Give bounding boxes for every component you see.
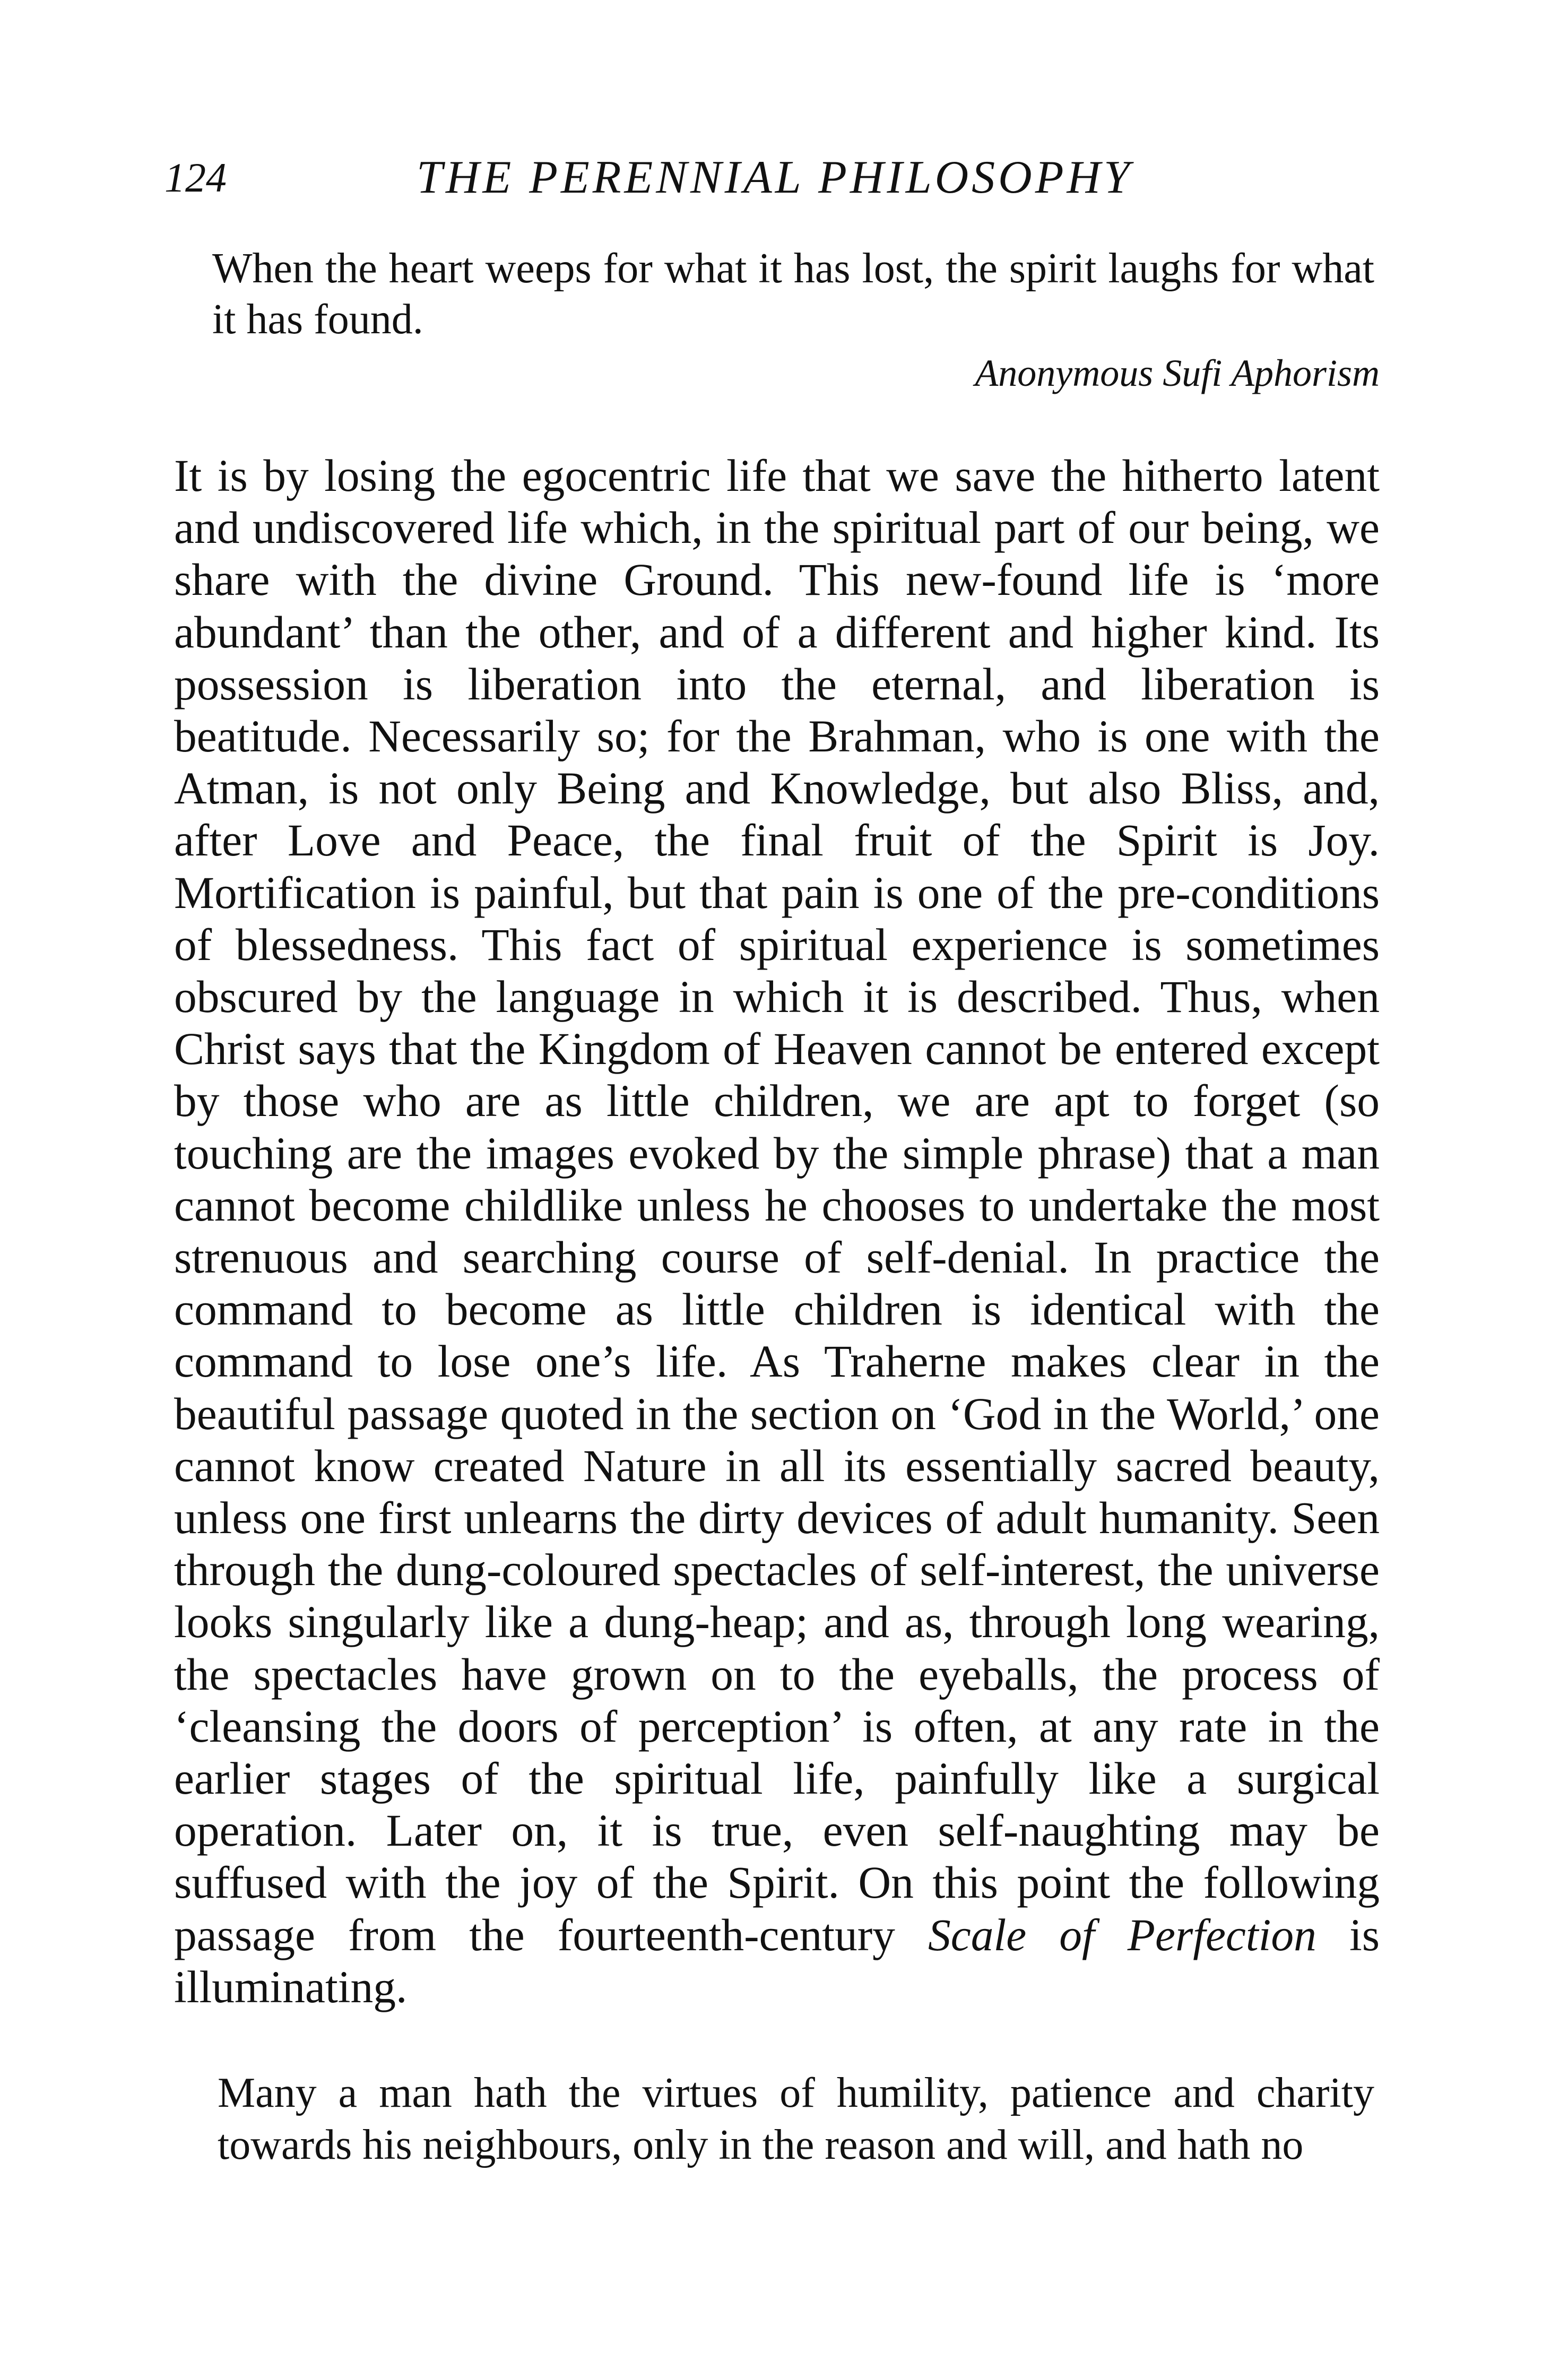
commentary-ending: is illuminating. xyxy=(174,1910,1380,2012)
commentary-text: It is by losing the egocentric life that we save the hitherto latent and undiscovered life which, in the spiritual part of our being, we share with the divine Ground. This new-found life is ‘more abundant’ than the other, and of a different and higher kind. Its possession is liberation into the eternal, and liberation is beatitude. Necessarily so; for the Brahman, who is one with the Atman, is not only Being and Knowledge, but also Bliss, and, after Love and Peace, the final fruit of the Spirit is Joy. Mortification is painful, but that pain is one of the pre-conditions of blessedness. This fact of spiritual experience is sometimes obscured by the language in which it is described. Thus, when Christ says that the Kingdom of Heaven cannot be entered except by those who are as little children, we are apt to forget (so touching are the images evoked by the simple phrase) that a man cannot become childlike unless he chooses to undertake the most strenuous and searching course of self-denial. In practice the command to become as little children is identical with the command to lose one’s life. As Traherne makes clear in the beautiful passage quoted in the section on ‘God in the World,’ one cannot know created Nature in all its essentially sacred beauty, unless one first unlearns the dirty devices of adult humanity. Seen through the dung-coloured spectacles of self-interest, the universe looks singularly like a dung-heap; and as, through long wearing, the spectacles have grown on to the eyeballs, the process of ‘cleansing the doors of perception’ is often, at any rate in the earlier stages of the spiritual life, painfully like a surgical operation. Later on, it is true, even self-naughting may be suffused with the joy of the Spirit. On this point the following passage from the fourteenth-century xyxy=(174,451,1380,1960)
excerpt-quote: Many a man hath the virtues of humility, patience and charity towards his neighbours, only in the reason and will, and hath no xyxy=(218,2070,1374,2168)
page-number: 124 xyxy=(164,154,227,201)
running-title: THE PERENNIAL PHILOSOPHY xyxy=(417,152,1133,203)
epigraph-quote: When the heart weeps for what it has lost, the spirit laughs for what it has found. xyxy=(212,245,1374,343)
commentary-paragraph xyxy=(174,450,1380,2013)
book-title-reference: Scale of Perfection xyxy=(928,1910,1316,1960)
page-header xyxy=(164,149,1385,207)
epigraph-attribution: Anonymous Sufi Aphorism xyxy=(975,352,1380,394)
